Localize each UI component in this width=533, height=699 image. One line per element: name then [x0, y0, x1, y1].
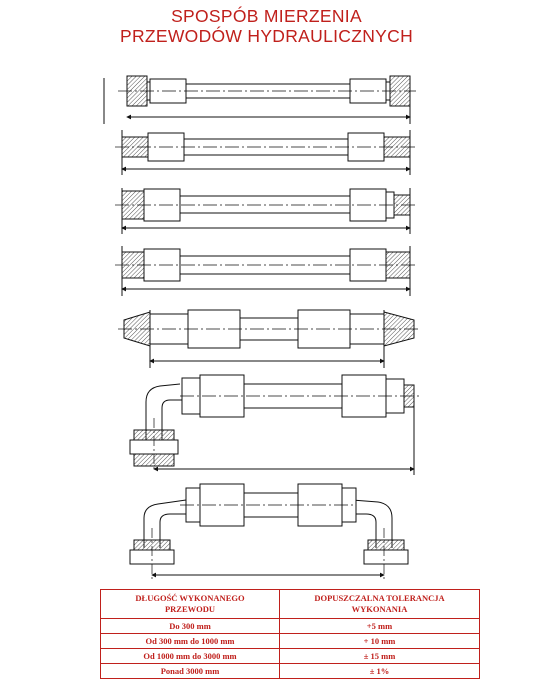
tolerance-cell: + 10 mm: [280, 634, 480, 649]
length-cell: Ponad 3000 mm: [101, 664, 280, 679]
page-title-line-1: SPOSPÓB MIERZENIA: [171, 6, 362, 26]
hose-6-elbow-and-straight: [130, 375, 420, 475]
tolerance-cell: ± 15 mm: [280, 649, 480, 664]
length-cell: Od 1000 mm do 3000 mm: [101, 649, 280, 664]
column-header-length: [101, 590, 280, 619]
header-text: DŁUGOŚĆ WYKONANEGO: [135, 593, 245, 603]
tolerance-table: [100, 589, 480, 679]
column-header-tolerance: [280, 590, 480, 619]
hose-2-straight-ends: [115, 130, 416, 175]
hose-4-nut-thread: [115, 246, 416, 296]
tolerance-cell: +5 mm: [280, 619, 480, 634]
hose-1-double-nut: [104, 76, 416, 124]
hose-5-cone-ends: [118, 310, 420, 368]
header-text: PRZEWODU: [164, 604, 216, 614]
header-text: DOPUSZCZALNA TOLERANCJA: [314, 593, 445, 603]
table-row: [101, 619, 480, 634]
hose-3-nut-and-straight: [115, 188, 416, 234]
hose-measurement-diagram: [0, 55, 533, 585]
table-row: [101, 634, 480, 649]
tolerance-cell: ± 1%: [280, 664, 480, 679]
table-header-row: [101, 590, 480, 619]
length-cell: Od 300 mm do 1000 mm: [101, 634, 280, 649]
hose-7-double-elbow: [130, 484, 408, 580]
page-title-line-2: PRZEWODÓW HYDRAULICZNYCH: [119, 26, 414, 46]
length-cell: Do 300 mm: [101, 619, 280, 634]
table-row: [101, 664, 480, 679]
table-row: [101, 649, 480, 664]
header-text: WYKONANIA: [351, 604, 408, 614]
